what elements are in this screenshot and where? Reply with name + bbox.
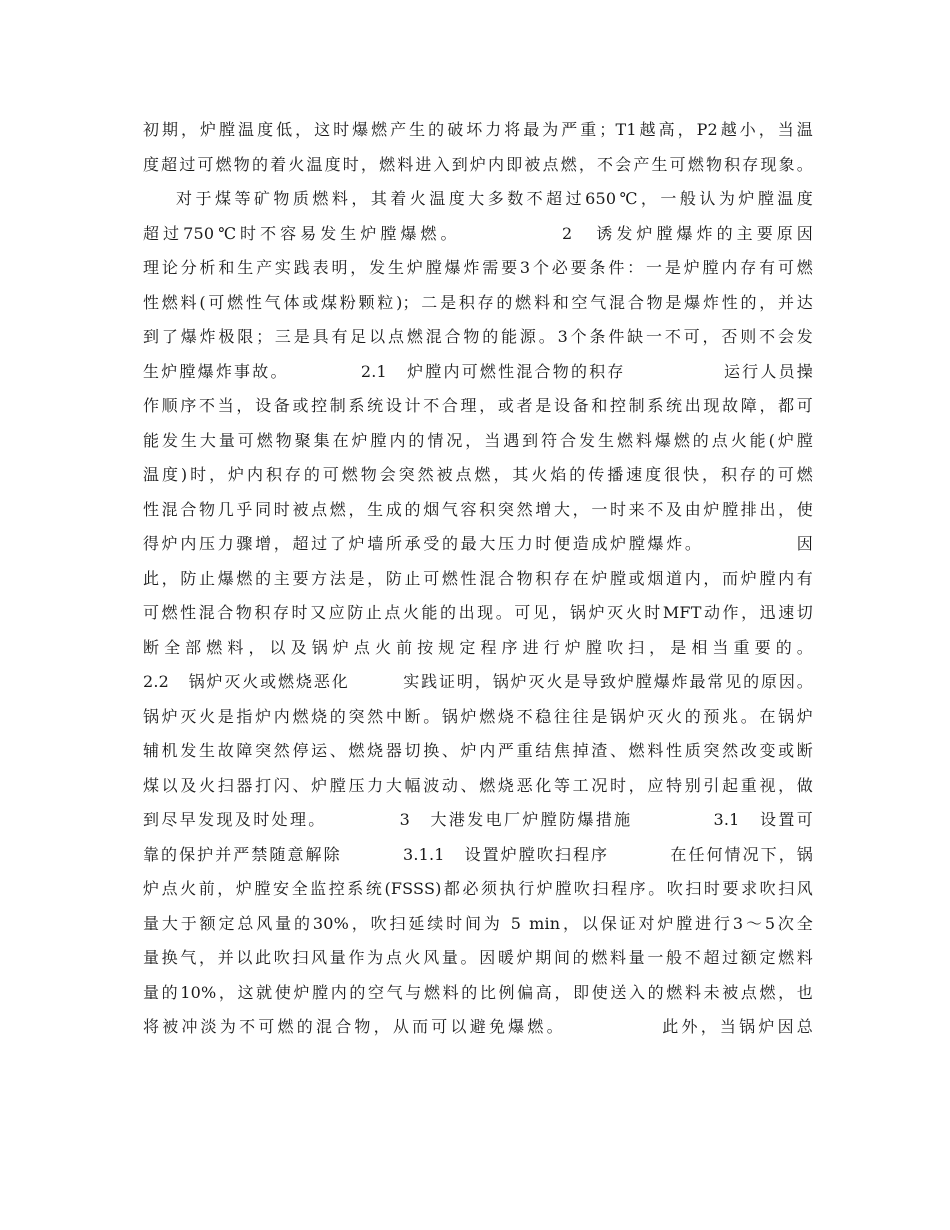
text-line: 性混合物几乎同时被点燃，生成的烟气容积突然增大，一时来不及由炉膛排出，使 xyxy=(143,499,813,519)
text-line: 能发生大量可燃物聚集在炉膛内的情况，当遇到符合发生燃料爆燃的点火能(炉膛 xyxy=(143,430,813,450)
text-line: 靠的保护并严禁随意解除 3.1.1 设置炉膛吹扫程序 在任何情况下，锅 xyxy=(143,844,813,864)
text-line: 量大于额定总风量的30%，吹扫延续时间为 5 min，以保证对炉膛进行3～5次全 xyxy=(143,913,813,933)
text-line: 度超过可燃物的着火温度时，燃料进入到炉内即被点燃，不会产生可燃物积存现象。 xyxy=(143,154,813,174)
text-line: 到尽早发现及时处理。 3 大港发电厂炉膛防爆措施 3.1 设置可 xyxy=(143,810,813,829)
text-line: 量的10%，这就使炉膛内的空气与燃料的比例偏高，即使送入的燃料未被点燃，也 xyxy=(143,982,813,1002)
text-line: 锅炉灭火是指炉内燃烧的突然中断。锅炉燃烧不稳往往是锅炉灭火的预兆。在锅炉 xyxy=(143,706,813,726)
text-line: 到了爆炸极限；三是具有足以点燃混合物的能源。3个条件缺一不可，否则不会发 xyxy=(143,327,813,346)
text-line: 将被冲淡为不可燃的混合物，从而可以避免爆燃。 此外，当锅炉因总 xyxy=(143,1017,813,1036)
text-line: 辅机发生故障突然停运、燃烧器切换、炉内严重结焦掉渣、燃料性质突然改变或断 xyxy=(143,741,813,760)
text-line: 得炉内压力骤增，超过了炉墙所承受的最大压力时便造成炉膛爆炸。 因 xyxy=(143,534,813,553)
text-line: 对于煤等矿物质燃料，其着火温度大多数不超过650℃，一般认为炉膛温度 xyxy=(176,189,813,208)
text-line: 温度)时，炉内积存的可燃物会突然被点燃，其火焰的传播速度很快，积存的可燃 xyxy=(143,465,813,484)
text-line: 可燃性混合物积存时又应防止点火能的出现。可见，锅炉灭火时MFT动作，迅速切 xyxy=(143,603,813,622)
text-line: 性燃料(可燃性气体或煤粉颗粒)；二是积存的燃料和空气混合物是爆炸性的，并达 xyxy=(143,292,813,312)
text-line: 生炉膛爆炸事故。 2.1 炉膛内可燃性混合物的积存 运行人员操 xyxy=(143,361,813,381)
text-line: 2.2 锅炉灭火或燃烧恶化 实践证明，锅炉灭火是导致炉膛爆炸最常见的原因。 xyxy=(143,672,813,691)
text-line: 煤以及火扫器打闪、炉膛压力大幅波动、燃烧恶化等工况时，应特别引起重视，做 xyxy=(143,775,813,795)
text-line: 量换气，并以此吹扫风量作为点火风量。因暖炉期间的燃料量一般不超过额定燃料 xyxy=(143,948,813,967)
text-line: 理论分析和生产实践表明，发生炉膛爆炸需要3个必要条件：一是炉膛内存有可燃 xyxy=(143,258,813,277)
text-line: 作顺序不当，设备或控制系统设计不合理，或者是设备和控制系统出现故障，都可 xyxy=(143,396,813,415)
text-line: 超过750℃时不容易发生炉膛爆燃。 2 诱发炉膛爆炸的主要原因 xyxy=(143,223,813,243)
text-line: 初期，炉膛温度低，这时爆燃产生的破坏力将最为严重；T1越高，P2越小，当温 xyxy=(143,120,813,139)
text-line: 断全部燃料，以及锅炉点火前按规定程序进行炉膛吹扫，是相当重要的。 xyxy=(143,637,813,657)
text-line: 此，防止爆燃的主要方法是，防止可燃性混合物积存在炉膛或烟道内，而炉膛内有 xyxy=(143,568,813,588)
text-line: 炉点火前，炉膛安全监控系统(FSSS)都必须执行炉膛吹扫程序。吹扫时要求吹扫风 xyxy=(143,879,813,898)
